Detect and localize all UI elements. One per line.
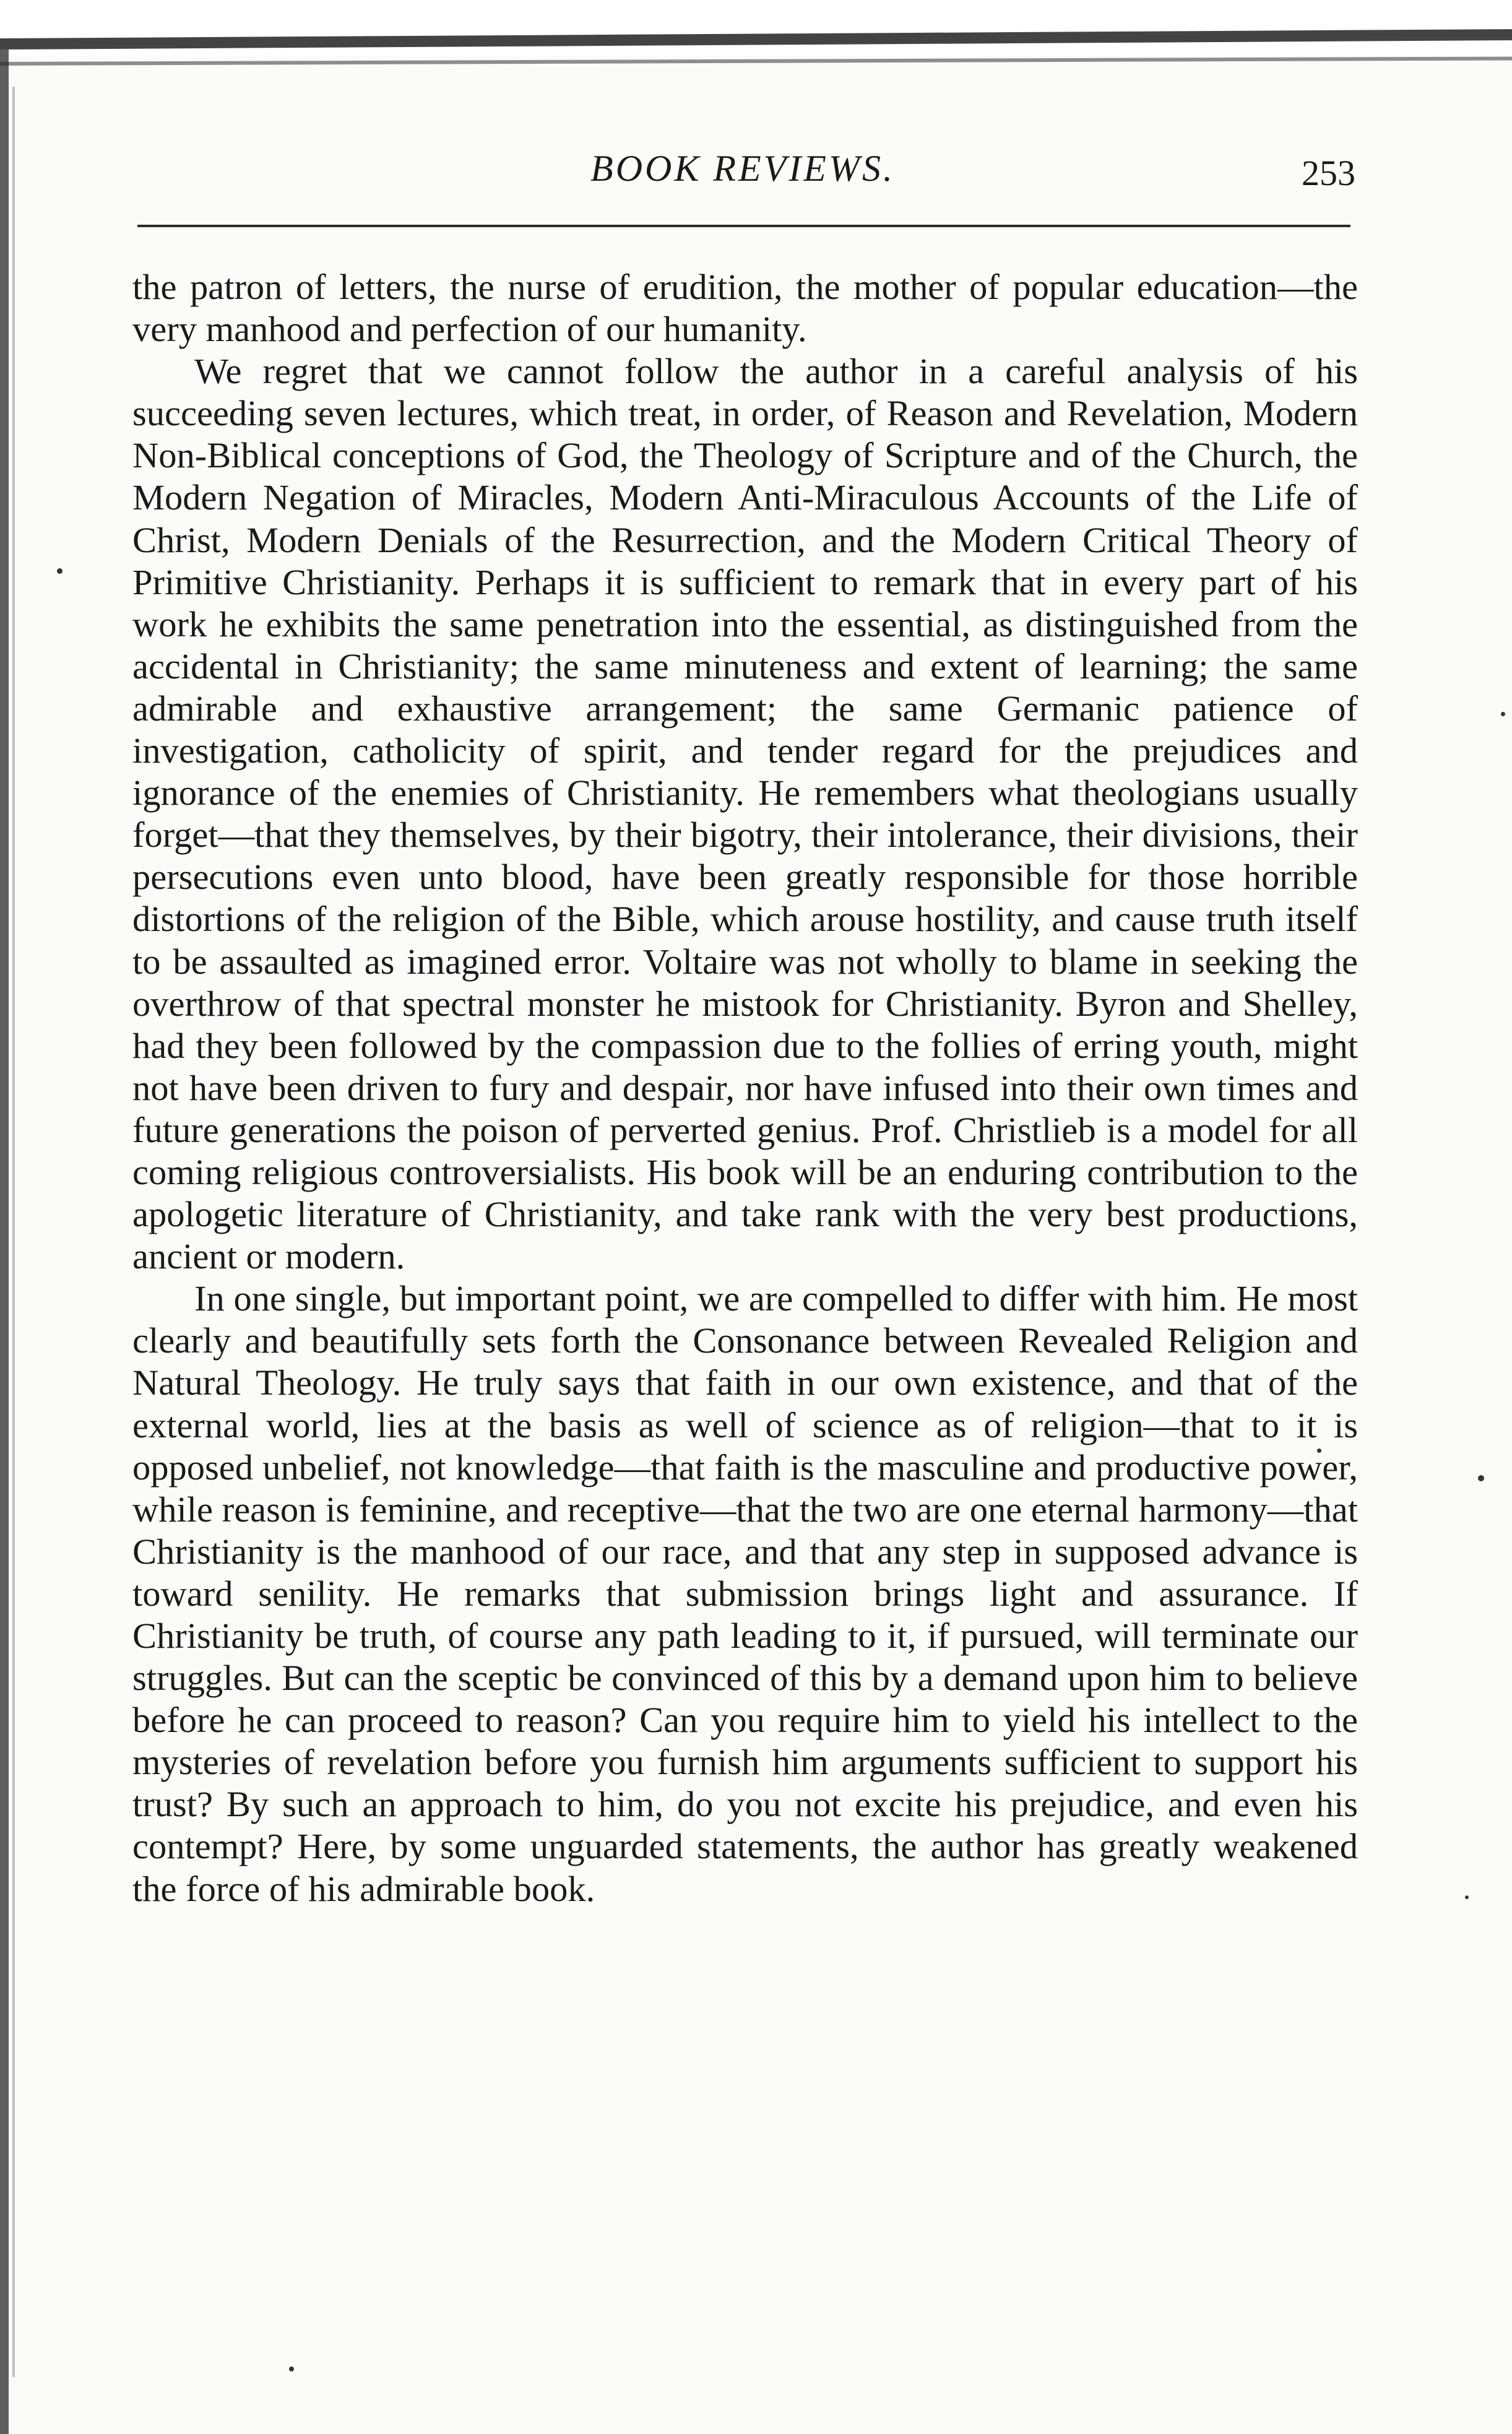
scan-speck [289, 2367, 294, 2371]
scan-edge-line [0, 56, 1512, 66]
paragraph: In one single, but important point, we are compelled to differ with him. He most clearly and beautifully sets forth the Consonance between Revealed Religion and Natural Theology. He truly says that faith in our own existence, and that of the external world, lies at the basis as well of science as of religion—that to it is opposed unbelief, not knowledge—that faith is the masculine and productive power, while reason is feminine, and receptive—that the two are one eternal harmony—that Christianity is the manhood of our race, and that any step in supposed advance is toward senility. He remarks that submission brings light and assurance. If Christianity be truth, of course any path leading to it, if pursued, will terminate our struggles. But can the sceptic be convinced of this by a demand upon him to believe before he can proceed to reason? Can you require him to yield his intellect to the mysteries of revelation before you furnish him arguments sufficient to support his trust? By such an approach to him, do you not excite his prejudice, and even his contempt? Here, by some unguarded statements, the author has greatly weakened the force of his admirable book. [132, 1278, 1358, 1909]
scan-left-binding-shadow [0, 50, 9, 2434]
page-number: 253 [1302, 153, 1355, 193]
header-rule [137, 225, 1350, 227]
running-title: BOOK REVIEWS. [590, 148, 895, 189]
paragraph-continuation: the patron of letters, the nurse of erudition, the mother of popular education—the very manhood and perfection of our humanity. [132, 267, 1358, 350]
body-text [132, 266, 1358, 1910]
scan-speck [1478, 1475, 1484, 1481]
scan-speck [1465, 1895, 1469, 1899]
scan-speck [1501, 712, 1505, 716]
paragraph: We regret that we cannot follow the author in a careful analysis of his succeeding seven lectures, which treat, in order, of Reason and Revelation, Modern Non-Biblical conceptions of God, the Theology of Scripture and of the Church, the Modern Negation of Miracles, Modern Anti-Miraculous Accounts of the Life of Christ, Modern Denials of the Resurrection, and the Modern Critical Theory of Primitive Christianity. Perhaps it is sufficient to remark that in every part of his work he exhibits the same penetration into the essential, as distinguished from the accidental in Christianity; the same minuteness and extent of learning; the same admirable and exhaustive arrangement; the same Germanic patience of investigation, catholicity of spirit, and tender regard for the prejudices and ignorance of the enemies of Christianity. He remembers what theologians usually forget—that they themselves, by their bigotry, their intolerance, their divisions, their persecutions even unto blood, have been greatly responsible for those horrible distortions of the religion of the Bible, which arouse hostility, and cause truth itself to be assaulted as imagined error. Voltaire was not wholly to blame in seeking the overthrow of that spectral monster he mistook for Christianity. Byron and Shelley, had they been followed by the compassion due to the follies of erring youth, might not have been driven to fury and despair, nor have infused into their own times and future generations the poison of perverted genius. Prof. Christlieb is a model for all coming religious controversialists. His book will be an enduring contribution to the apologetic literature of Christianity, and take rank with the very best productions, ancient or modern. [132, 351, 1358, 1277]
scan-left-binding-line [12, 87, 15, 2377]
running-head [130, 147, 1355, 203]
scan-speck [57, 568, 63, 574]
